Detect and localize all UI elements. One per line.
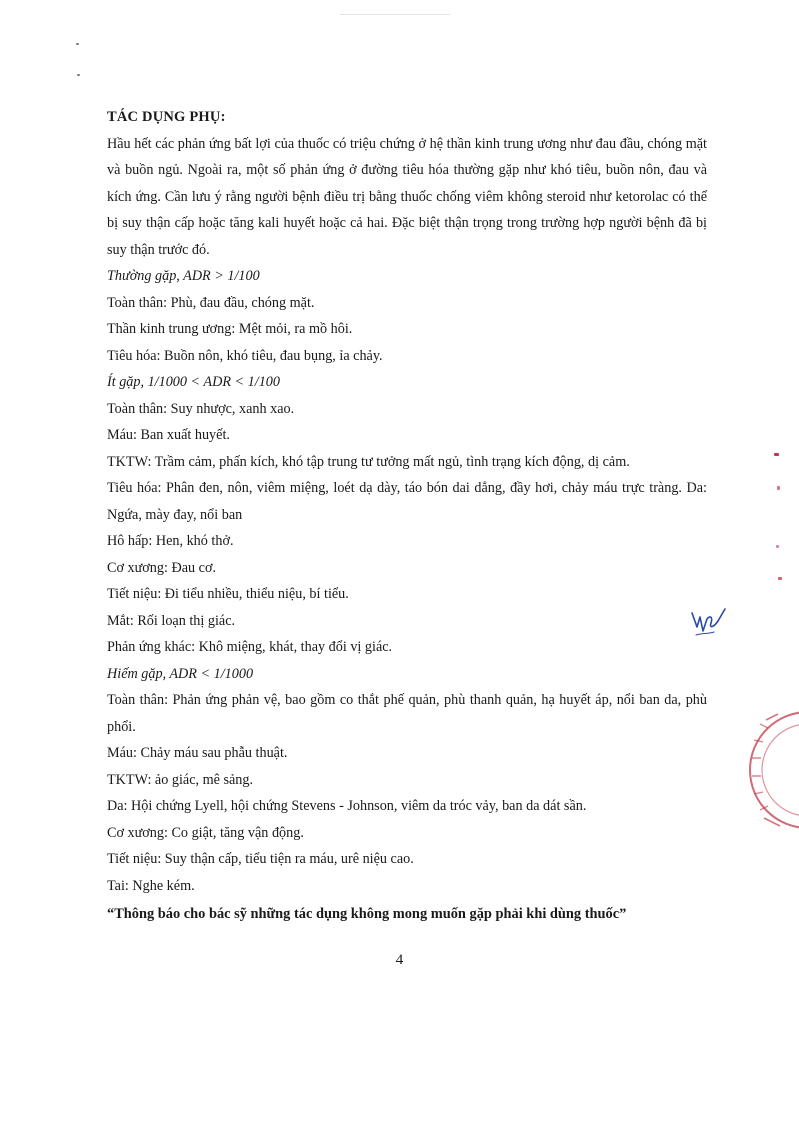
adr-item: Tiết niệu: Đi tiểu nhiều, thiểu niệu, bí tiểu. — [107, 586, 349, 602]
frequency-title-common: Thường gặp, ADR > 1/100 — [107, 268, 260, 284]
frequency-title-uncommon: Ít gặp, 1/1000 < ADR < 1/100 — [107, 374, 280, 390]
adr-item: Tiêu hóa: Phân đen, nôn, viêm miệng, loét dạ dày, táo bón dai dẳng, đầy hơi, chảy máu trực tràng. Da: Ngứa, mày đay, nổi ban — [107, 480, 707, 523]
adr-item: Phản ứng khác: Khô miệng, khát, thay đổi vị giác. — [107, 639, 393, 655]
edge-mark — [777, 486, 780, 490]
adr-item: Toàn thân: Phù, đau đầu, chóng mặt. — [107, 294, 315, 311]
closing-notice: “Thông báo cho bác sỹ những tác dụng không mong muốn gặp phải khi dùng thuốc” — [107, 906, 627, 922]
edge-mark — [776, 545, 779, 548]
page-number: 4 — [395, 952, 404, 968]
scan-speck — [76, 43, 79, 45]
signature-mark — [688, 605, 728, 643]
section-heading: TÁC DỤNG PHỤ: — [107, 109, 226, 125]
edge-mark — [778, 577, 782, 580]
adr-item: TKTW: ảo giác, mê sảng. — [107, 771, 254, 788]
edge-mark — [774, 453, 779, 456]
frequency-title-rare: Hiếm gặp, ADR < 1/1000 — [107, 665, 254, 682]
adr-item: Toàn thân: Phản ứng phản vệ, bao gồm co thắt phế quản, phù thanh quản, hạ huyết áp, nổi ban da, phù phổi. — [107, 692, 707, 735]
adr-item: Hô hấp: Hen, khó thở. — [107, 533, 234, 549]
adr-item: Toàn thân: Suy nhược, xanh xao. — [107, 400, 295, 417]
adr-item: Tai: Nghe kém. — [107, 877, 195, 894]
document-body — [107, 104, 707, 928]
adr-item: Tiêu hóa: Buồn nôn, khó tiêu, đau bụng, ỉa chảy. — [107, 347, 383, 364]
adr-item: Máu: Ban xuất huyết. — [107, 427, 230, 443]
adr-item: Mắt: Rối loạn thị giác. — [107, 612, 236, 629]
adr-item: Tiết niệu: Suy thận cấp, tiểu tiện ra máu, urê niệu cao. — [107, 851, 414, 867]
adr-item: Da: Hội chứng Lyell, hội chứng Stevens - Johnson, viêm da tróc vảy, ban da dát sần. — [107, 798, 587, 814]
adr-item: Máu: Chảy máu sau phẫu thuật. — [107, 745, 288, 761]
adr-item: Thần kinh trung ương: Mệt mỏi, ra mồ hôi. — [107, 321, 353, 337]
adr-item: Cơ xương: Co giật, tăng vận động. — [107, 824, 304, 841]
adr-item: Cơ xương: Đau cơ. — [107, 559, 217, 576]
intro-paragraph: Hầu hết các phản ứng bất lợi của thuốc có triệu chứng ở hệ thần kinh trung ương như đau đầu, chóng mặt và buồn ngủ. Ngoài ra, một số phản ứng ở đường tiêu hóa thường gặp như khó tiêu, buồn nôn, đau và kích ứng. Cần lưu ý rằng người bệnh điều trị bằng thuốc chống viêm không steroid như ketorolac có thể bị suy thận cấp hoặc tăng kali huyết hoặc cả hai. Đặc biệt thận trọng trong trường hợp người bệnh đã bị suy thận trước đó. — [107, 135, 707, 258]
scan-speck — [77, 74, 80, 76]
stamp-seal — [738, 700, 799, 840]
adr-item: TKTW: Trầm cảm, phấn kích, khó tập trung tư tưởng mất ngủ, tình trạng kích động, dị cảm. — [107, 453, 630, 470]
scan-artifact-line — [340, 14, 450, 15]
